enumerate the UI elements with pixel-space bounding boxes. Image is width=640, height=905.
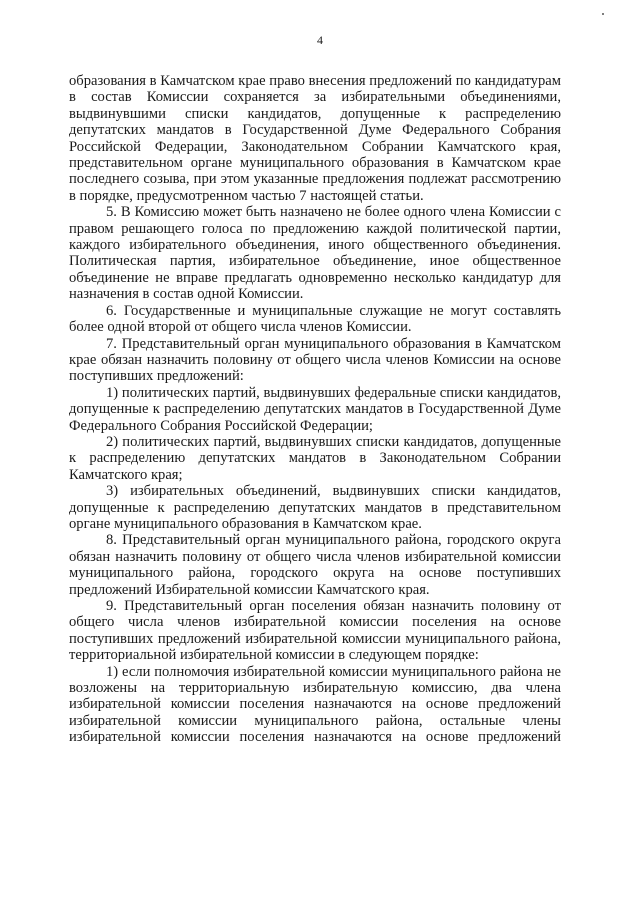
paragraph-item-8: 8. Представительный орган муниципального района, городского округа обязан назначить половину от общего числа членов избирательной комиссии муниципального района, городского округа на основе поступивших предложений Избирательной комиссии Камчатского края. [69,532,561,598]
page-number: 4 [317,33,323,47]
paragraph-item-7-1: 1) политических партий, выдвинувших федеральные списки кандидатов, допущенные к распределению депутатских мандатов в Государственной Думе Федерального Собрания Российской Федерации; [69,384,561,434]
paragraph-item-7: 7. Представительный орган муниципального образования в Камчатском крае обязан назначить половину от общего числа членов Комиссии на основе поступивших предложений: [69,335,561,385]
scan-speck [602,13,604,15]
paragraph-item-7-3: 3) избирательных объединений, выдвинувших списки кандидатов, допущенные к распределению депутатских мандатов в представительном органе муниципального образования в Камчатском крае. [69,483,561,532]
document-body [69,73,561,746]
paragraph-item-6: 6. Государственные и муниципальные служащие не могут составлять более одной второй от общего числа членов Комиссии. [69,302,561,336]
paragraph-item-5: 5. В Комиссию может быть назначено не более одного члена Комиссии с правом решающего голоса по предложению каждой политической партии, каждого избирательного объединения, иного общественного объединения. Политическая партия, избирательное объединение, иное общественное объединение не вправе предлагать одновременно несколько кандидатур для назначения в состав одной Комиссии. [69,204,561,303]
paragraph-item-9: 9. Представительный орган поселения обязан назначить половину от общего числа членов избирательной комиссии поселения на основе поступивших предложений избирательной комиссии муниципального района, территориальной избирательной комиссии в следующем порядке: [69,598,561,664]
paragraph-continuation: образования в Камчатском крае право внесения предложений по кандидатурам в состав Комиссии сохраняется за избирательными объединениями, выдвинувшими списки кандидатов, допущенные к распределению депутатских мандатов в Государственной Думе Федерального Собрания Российской Федерации, Законодательном Собрании Камчатского края, представительном органе муниципального образования в Камчатском крае последнего созыва, при этом указанные предложения подлежат рассмотрению в порядке, предусмотренном частью 7 настоящей статьи. [69,73,561,204]
paragraph-item-7-2: 2) политических партий, выдвинувших списки кандидатов, допущенные к распределению депутатских мандатов в Законодательном Собрании Камчатского края; [69,433,561,483]
paragraph-item-9-1: 1) если полномочия избирательной комиссии муниципального района не возложены на территориальную избирательную комиссию, два члена избирательной комиссии поселения назначаются на основе предложений избирательной комиссии муниципального района, остальные члены избирательной комиссии поселения назначаются на основе предложений [69,663,561,746]
